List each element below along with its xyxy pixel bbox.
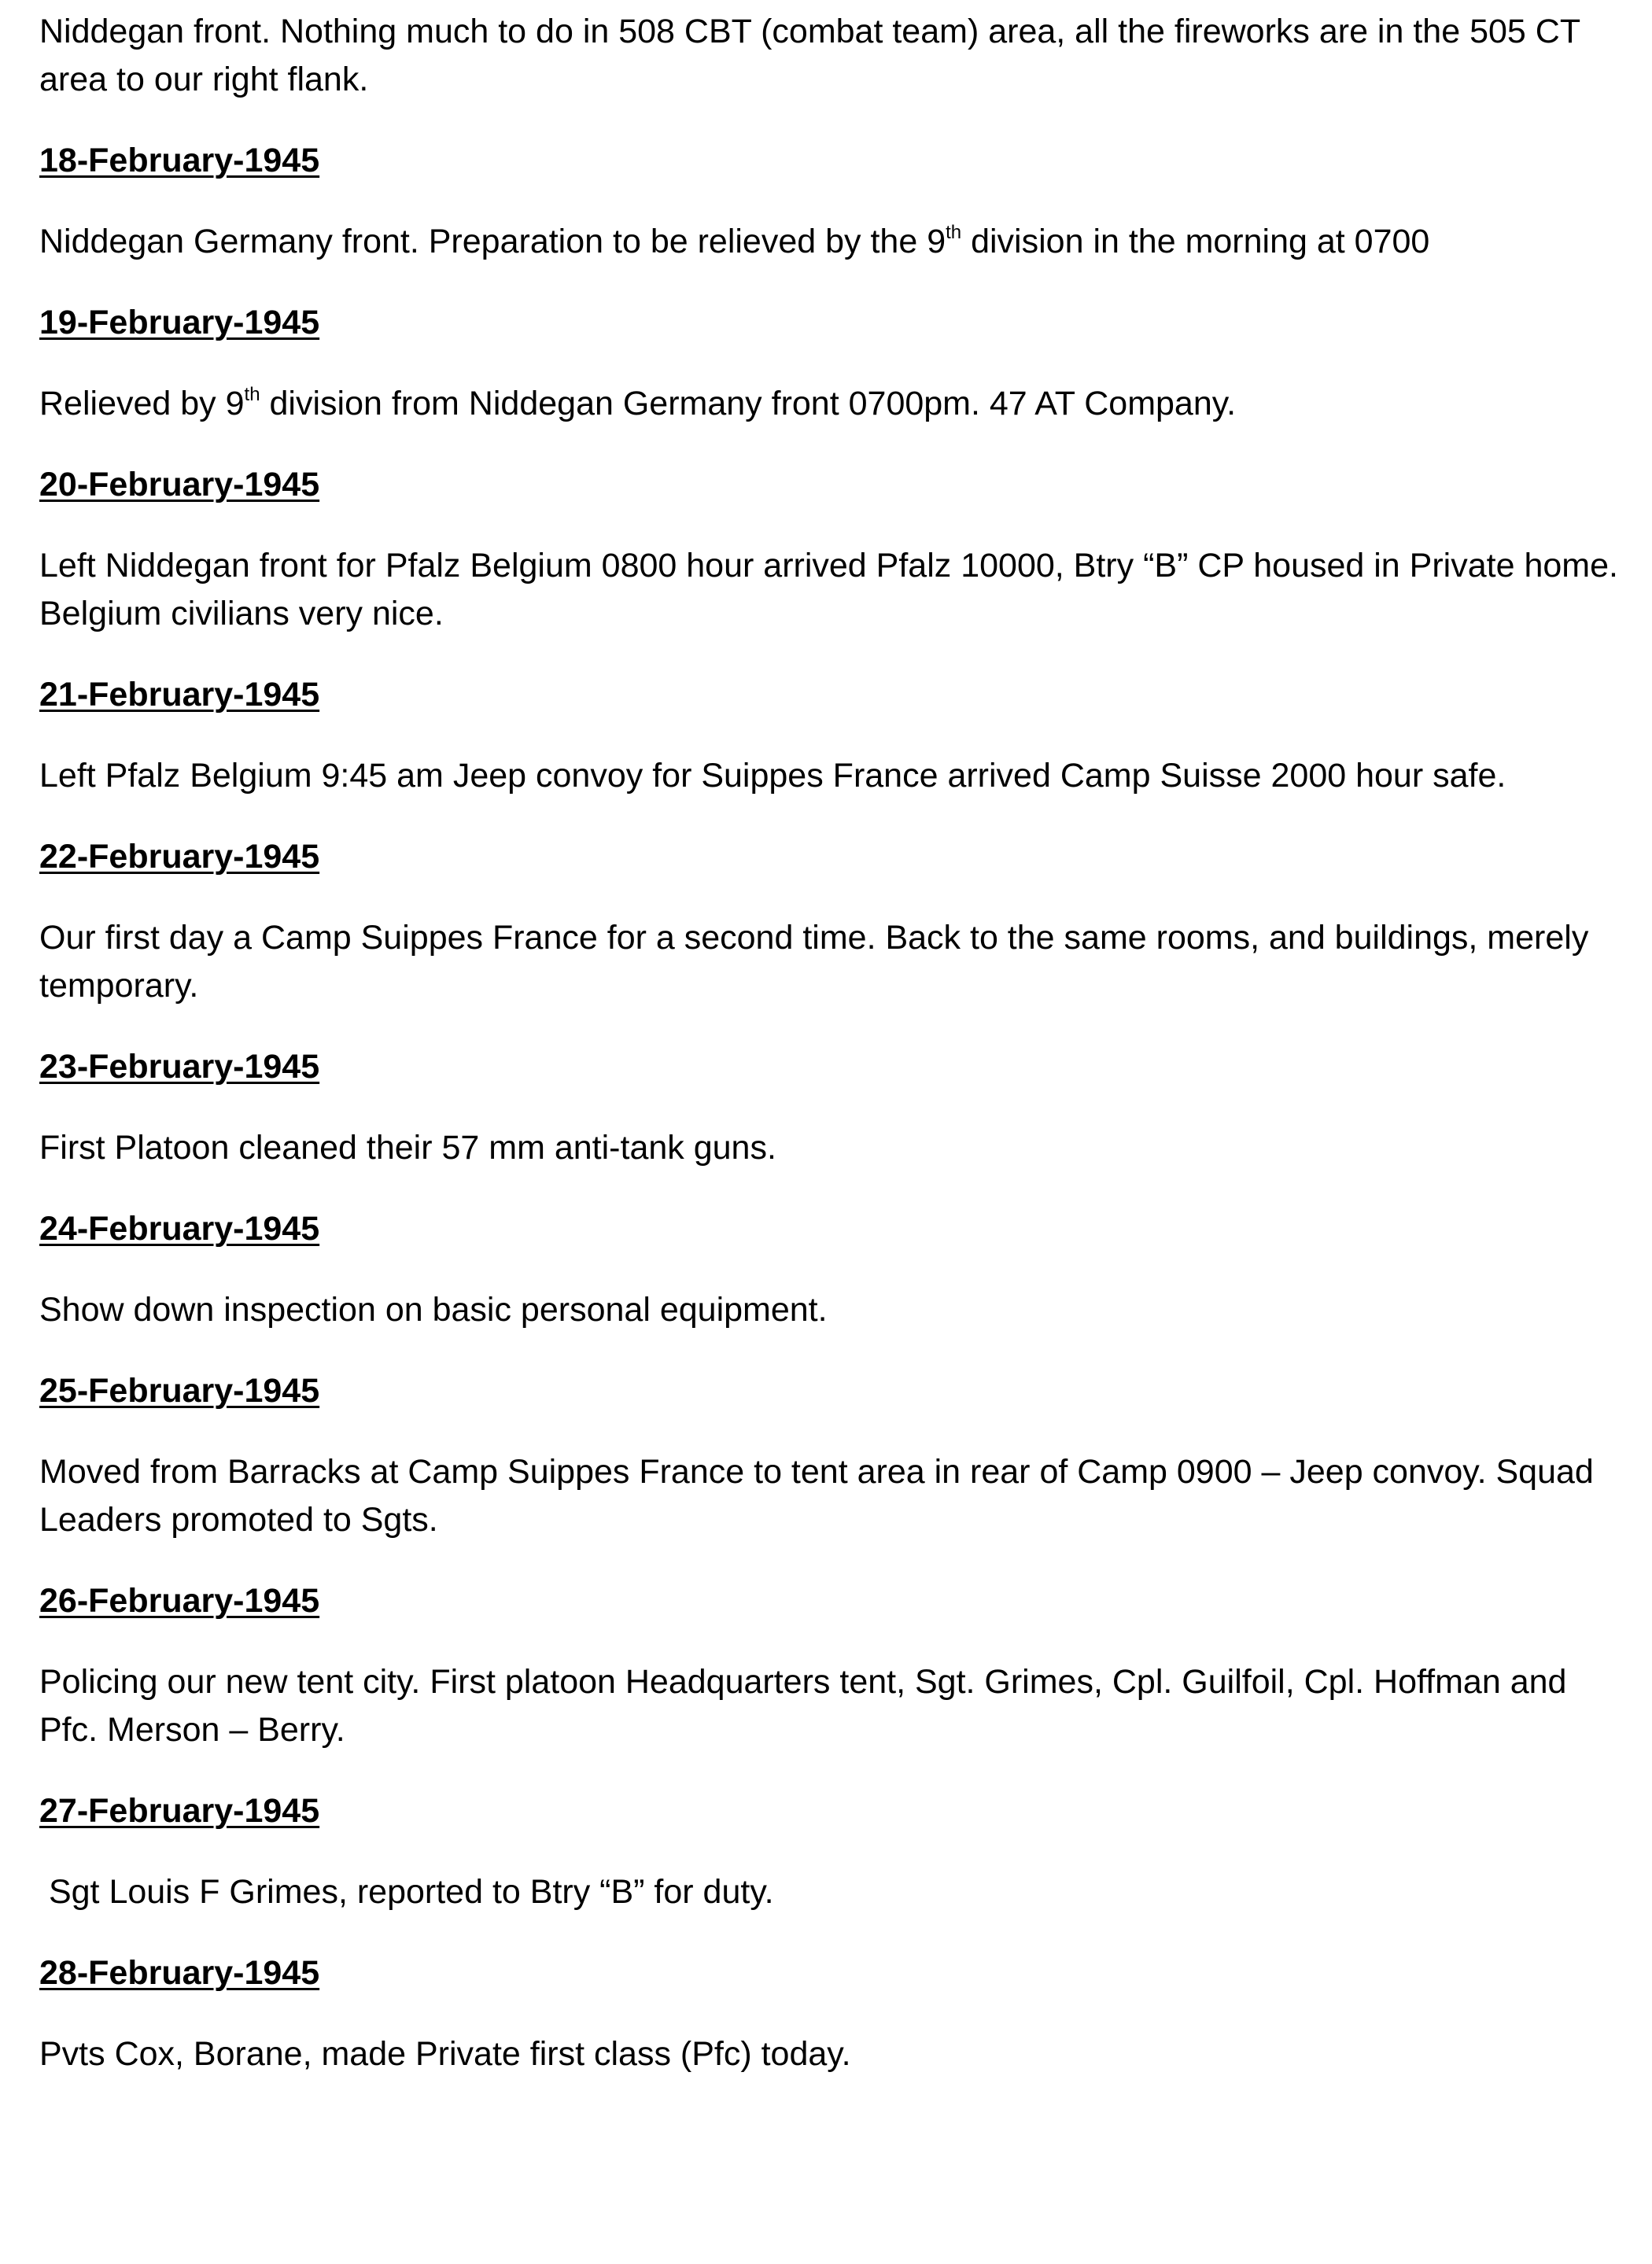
entry-date-27-feb: 27-February-1945 xyxy=(39,1792,320,1830)
entry-text-23-feb: First Platoon cleaned their 57 mm anti-tank guns. xyxy=(39,1129,776,1167)
entry-date-22-feb: 22-February-1945 xyxy=(39,838,320,876)
entry-date-20-feb: 20-February-1945 xyxy=(39,466,320,503)
ordinal-suffix: th xyxy=(244,384,260,405)
entry-date-24-feb: 24-February-1945 xyxy=(39,1210,320,1248)
entry-text-26-feb: Policing our new tent city. First platoon Headquarters tent, Sgt. Grimes, Cpl. Guilfoil, Cpl. Hoffman and Pfc. Merson – Berry. xyxy=(39,1663,1567,1749)
entry-date-28-feb: 28-February-1945 xyxy=(39,1954,320,1992)
entry-text-21-feb: Left Pfalz Belgium 9:45 am Jeep convoy for Suippes France arrived Camp Suisse 2000 hour safe. xyxy=(39,757,1506,795)
entry-text-19-feb: Relieved by 9th division from Niddegan Germany front 0700pm. 47 AT Company. xyxy=(39,384,1237,422)
entry-text-22-feb: Our first day a Camp Suippes France for a second time. Back to the same rooms, and buildings, merely temporary. xyxy=(39,919,1589,1005)
entry-date-23-feb: 23-February-1945 xyxy=(39,1048,320,1086)
entry-text-27-feb: Sgt Louis F Grimes, reported to Btry “B” for duty. xyxy=(39,1873,774,1911)
entry-date-25-feb: 25-February-1945 xyxy=(39,1372,320,1410)
diary-page xyxy=(39,8,1621,2111)
intro-paragraph: Niddegan front. Nothing much to do in 508 CBT (combat team) area, all the fireworks are in the 505 CT area to our right flank. xyxy=(39,13,1580,98)
entry-text-18-feb: Niddegan Germany front. Preparation to be relieved by the 9th division in the morning at 0700 xyxy=(39,222,1430,260)
entry-date-19-feb: 19-February-1945 xyxy=(39,304,320,341)
entry-text-28-feb: Pvts Cox, Borane, made Private first class (Pfc) today. xyxy=(39,2035,851,2073)
entry-date-26-feb: 26-February-1945 xyxy=(39,1582,320,1620)
entry-text-24-feb: Show down inspection on basic personal equipment. xyxy=(39,1291,828,1329)
entry-text-20-feb: Left Niddegan front for Pfalz Belgium 0800 hour arrived Pfalz 10000, Btry “B” CP housed in Private home. Belgium civilians very nice. xyxy=(39,547,1618,632)
entry-date-18-feb: 18-February-1945 xyxy=(39,142,320,179)
entry-text-25-feb: Moved from Barracks at Camp Suippes France to tent area in rear of Camp 0900 – Jeep convoy. Squad Leaders promoted to Sgts. xyxy=(39,1453,1594,1539)
ordinal-suffix: th xyxy=(946,222,962,243)
entry-date-21-feb: 21-February-1945 xyxy=(39,676,320,713)
